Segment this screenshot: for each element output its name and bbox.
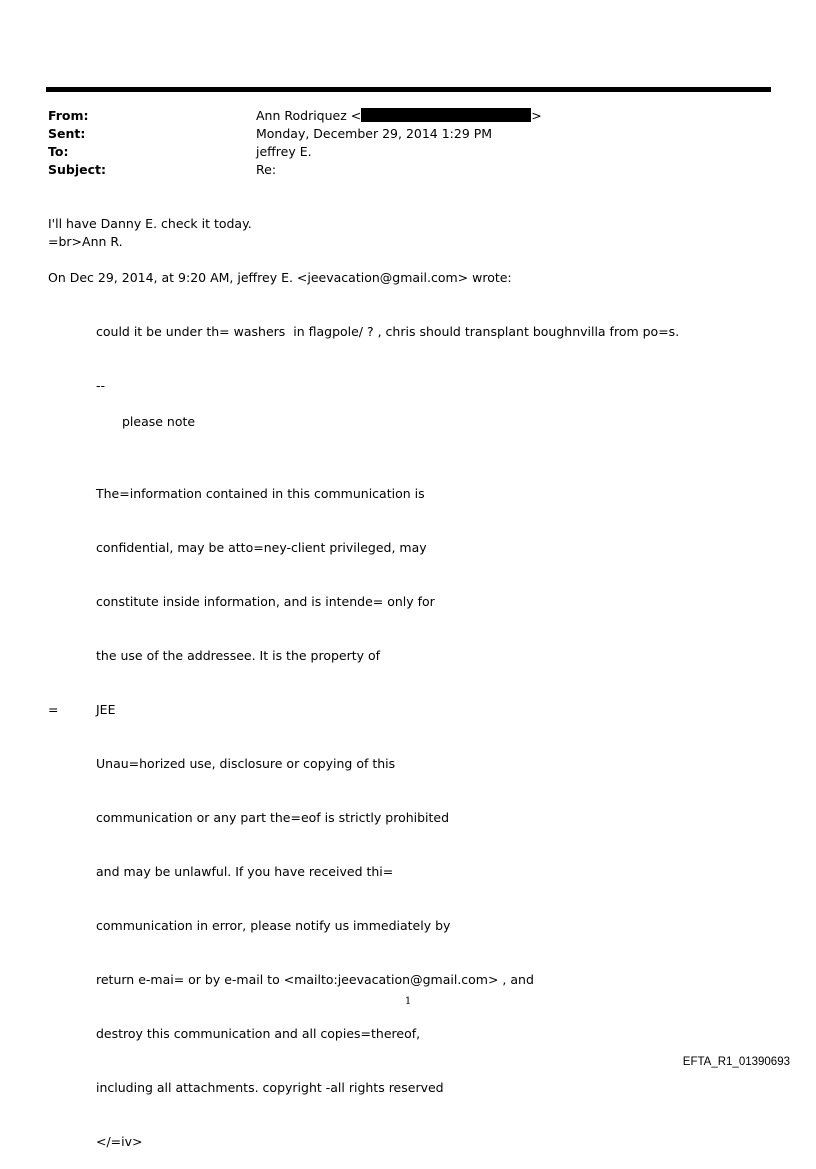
document-id: EFTA_R1_01390693 <box>682 1056 790 1068</box>
disclaimer-line: constitute inside information, and is intende= only for <box>96 594 435 609</box>
disclaimer-line: The=information contained in this communication is <box>96 486 425 501</box>
trailing-char: = <box>48 702 59 717</box>
subject-label: Subject: <box>48 162 106 177</box>
reply-line-2: =br>Ann R. <box>48 234 123 249</box>
disclaimer-line: destroy this communication and all copies=thereof, <box>96 1026 421 1041</box>
quoted-message: could it be under th= washers in flagpole/ ? , chris should transplant boughnvilla from po=s. <box>96 324 680 339</box>
from-row <box>48 107 748 125</box>
header-divider <box>46 87 771 92</box>
sent-row <box>48 125 748 143</box>
to-label: To: <box>48 144 69 159</box>
to-row <box>48 143 748 161</box>
page-number: 1 <box>404 996 412 1007</box>
disclaimer-block <box>96 449 534 1169</box>
disclaimer-line: communication or any part the=eof is strictly prohibited <box>96 810 450 825</box>
please-note: please note <box>122 414 196 429</box>
sent-value: Monday, December 29, 2014 1:29 PM <box>256 126 493 141</box>
redaction-box <box>361 108 531 122</box>
disclaimer-line: </=iv> <box>96 1134 143 1149</box>
disclaimer-line: communication in error, please notify us immediately by <box>96 918 451 933</box>
disclaimer-line: Unau=horized use, disclosure or copying of this <box>96 756 396 771</box>
disclaimer-line: confidential, may be atto=ney-client privileged, may <box>96 540 427 555</box>
sent-label: Sent: <box>48 126 86 141</box>
from-name: Ann Rodriquez < <box>256 108 362 123</box>
to-value: jeffrey E. <box>256 144 312 159</box>
disclaimer-line: including all attachments. copyright -all rights reserved <box>96 1080 444 1095</box>
reply-line-1: I'll have Danny E. check it today. <box>48 216 252 231</box>
from-close: > <box>531 108 542 123</box>
quote-intro: On Dec 29, 2014, at 9:20 AM, jeffrey E. <jeevacation@gmail.com> wrote: <box>48 270 512 285</box>
disclaimer-line: JEE <box>96 702 116 717</box>
signature-separator: -- <box>96 378 106 393</box>
subject-value: Re: <box>256 162 277 177</box>
subject-row <box>48 161 748 179</box>
from-label: From: <box>48 108 89 123</box>
disclaimer-line: the use of the addressee. It is the property of <box>96 648 381 663</box>
disclaimer-line: return e-mai= or by e-mail to <mailto:jeevacation@gmail.com> , and <box>96 972 534 987</box>
disclaimer-line: and may be unlawful. If you have received thi= <box>96 864 394 879</box>
email-header <box>48 107 748 179</box>
from-value <box>256 107 542 125</box>
